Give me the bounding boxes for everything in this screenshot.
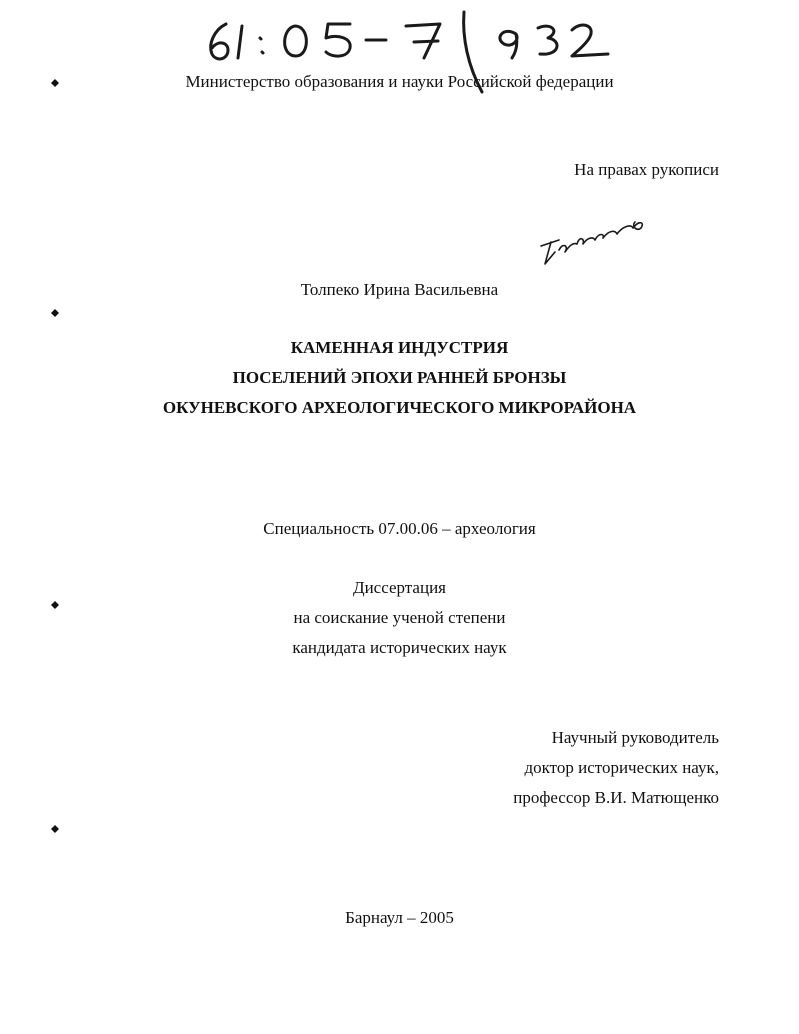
place-year-line: Барнаул – 2005 <box>345 908 454 927</box>
supervisor-line-1: Научный руководитель <box>551 728 719 747</box>
supervisor-line-2: доктор исторических наук, <box>524 758 719 777</box>
ministry-line: Министерство образования и науки Российской федерации <box>185 72 614 91</box>
dissertation-line-3: кандидата исторических наук <box>292 638 507 657</box>
margin-mark-icon <box>50 600 60 610</box>
rights-line: На правах рукописи <box>574 160 719 179</box>
supervisor-line-3: профессор В.И. Матющенко <box>513 788 719 807</box>
author-name: Толпеко Ирина Васильевна <box>300 280 499 299</box>
margin-mark-icon <box>50 824 60 834</box>
dissertation-line-2: на соискание ученой степени <box>293 608 506 627</box>
title-line-2: ПОСЕЛЕНИЙ ЭПОХИ РАННЕЙ БРОНЗЫ <box>232 368 567 387</box>
dissertation-line-1: Диссертация <box>352 578 446 597</box>
margin-mark-icon <box>50 78 60 88</box>
title-line-1: КАМЕННАЯ ИНДУСТРИЯ <box>290 338 509 357</box>
title-line-3: ОКУНЕВСКОГО АРХЕОЛОГИЧЕСКОГО МИКРОРАЙОНА <box>162 398 637 417</box>
signature <box>535 212 650 272</box>
specialty-line: Специальность 07.00.06 – археология <box>263 519 536 538</box>
margin-mark-icon <box>50 308 60 318</box>
